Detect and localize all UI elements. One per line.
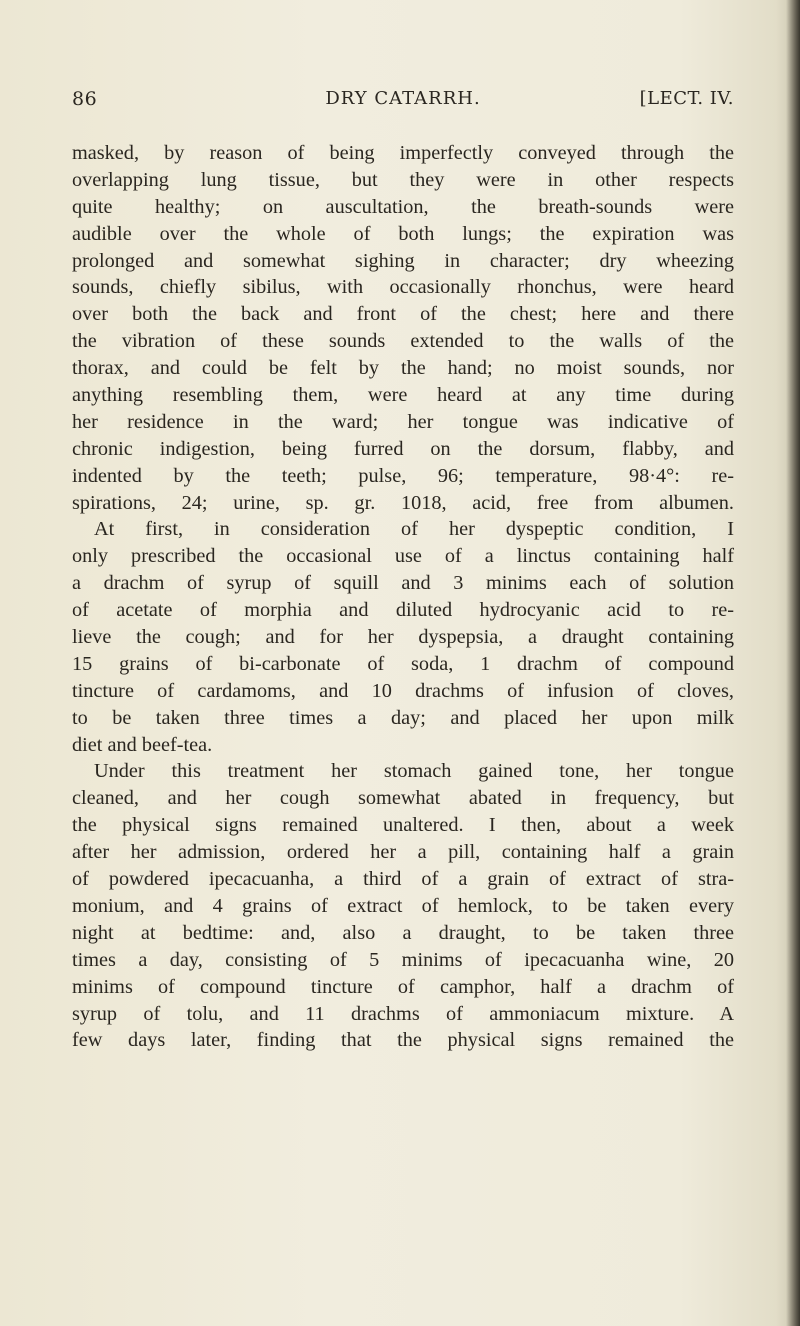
text-line: her residence in the ward; her tongue was indicative of — [72, 410, 734, 433]
text-line: syrup of tolu, and 11 drachms of ammoniacum mixture. A — [72, 1002, 734, 1025]
chapter-title: DRY CATARRH. — [325, 88, 481, 109]
lecture-reference: [LECT. IV. — [639, 88, 734, 109]
text-line: overlapping lung tissue, but they were in other respects — [72, 168, 734, 191]
body-text — [72, 140, 734, 1054]
text-line: a drachm of syrup of squill and 3 minims each of solution — [72, 572, 734, 595]
text-line: only prescribed the occasional use of a linctus containing half — [72, 545, 734, 568]
text-line: monium, and 4 grains of extract of hemlock, to be taken every — [72, 894, 734, 917]
text-line: 15 grains of bi-carbonate of soda, 1 drachm of compound — [72, 652, 734, 675]
text-line: quite healthy; on auscultation, the breath-sounds were — [72, 195, 734, 218]
text-line: few days later, finding that the physical signs remained the — [72, 1029, 734, 1052]
text-line: minims of compound tincture of camphor, half a drachm of — [72, 975, 734, 998]
text-line: over both the back and front of the chest; here and there — [72, 303, 734, 326]
text-line: chronic indigestion, being furred on the dorsum, flabby, and — [72, 437, 734, 460]
running-head — [72, 88, 734, 114]
text-line: tincture of cardamoms, and 10 drachms of infusion of cloves, — [72, 679, 734, 702]
paragraph-end-line: diet and beef-tea. — [72, 733, 213, 756]
text-line: night at bedtime: and, also a draught, to be taken three — [72, 921, 734, 944]
text-line: the vibration of these sounds extended to the walls of the — [72, 330, 734, 353]
text-line: audible over the whole of both lungs; the expiration was — [72, 222, 734, 245]
text-line: anything resembling them, were heard at any time during — [72, 384, 734, 407]
text-line: to be taken three times a day; and placed her upon milk — [72, 706, 734, 729]
text-line: the physical signs remained unaltered. I then, about a week — [72, 814, 734, 837]
text-line: thorax, and could be felt by the hand; no moist sounds, nor — [72, 357, 734, 380]
text-line: sounds, chiefly sibilus, with occasionally rhonchus, were heard — [72, 276, 734, 299]
text-line: lieve the cough; and for her dyspepsia, a draught containing — [72, 626, 734, 649]
text-line: masked, by reason of being imperfectly conveyed through the — [72, 142, 734, 164]
paragraph-start-line: Under this treatment her stomach gained tone, her tongue — [94, 760, 734, 783]
text-line: indented by the teeth; pulse, 96; temperature, 98·4°: re- — [72, 464, 734, 487]
page-number: 86 — [72, 88, 98, 110]
paragraph-start-line: At first, in consideration of her dyspeptic condition, I — [94, 518, 734, 541]
text-line: cleaned, and her cough somewhat abated in frequency, but — [72, 787, 734, 810]
text-line: spirations, 24; urine, sp. gr. 1018, acid, free from albumen. — [72, 491, 734, 514]
text-line: of acetate of morphia and diluted hydrocyanic acid to re- — [72, 599, 734, 622]
text-line: after her admission, ordered her a pill, containing half a grain — [72, 841, 734, 864]
text-line: times a day, consisting of 5 minims of ipecacuanha wine, 20 — [72, 948, 734, 971]
text-line: prolonged and somewhat sighing in character; dry wheezing — [72, 249, 734, 272]
text-line: of powdered ipecacuanha, a third of a grain of extract of stra- — [72, 868, 734, 891]
page-edge-shadow — [786, 0, 800, 1326]
